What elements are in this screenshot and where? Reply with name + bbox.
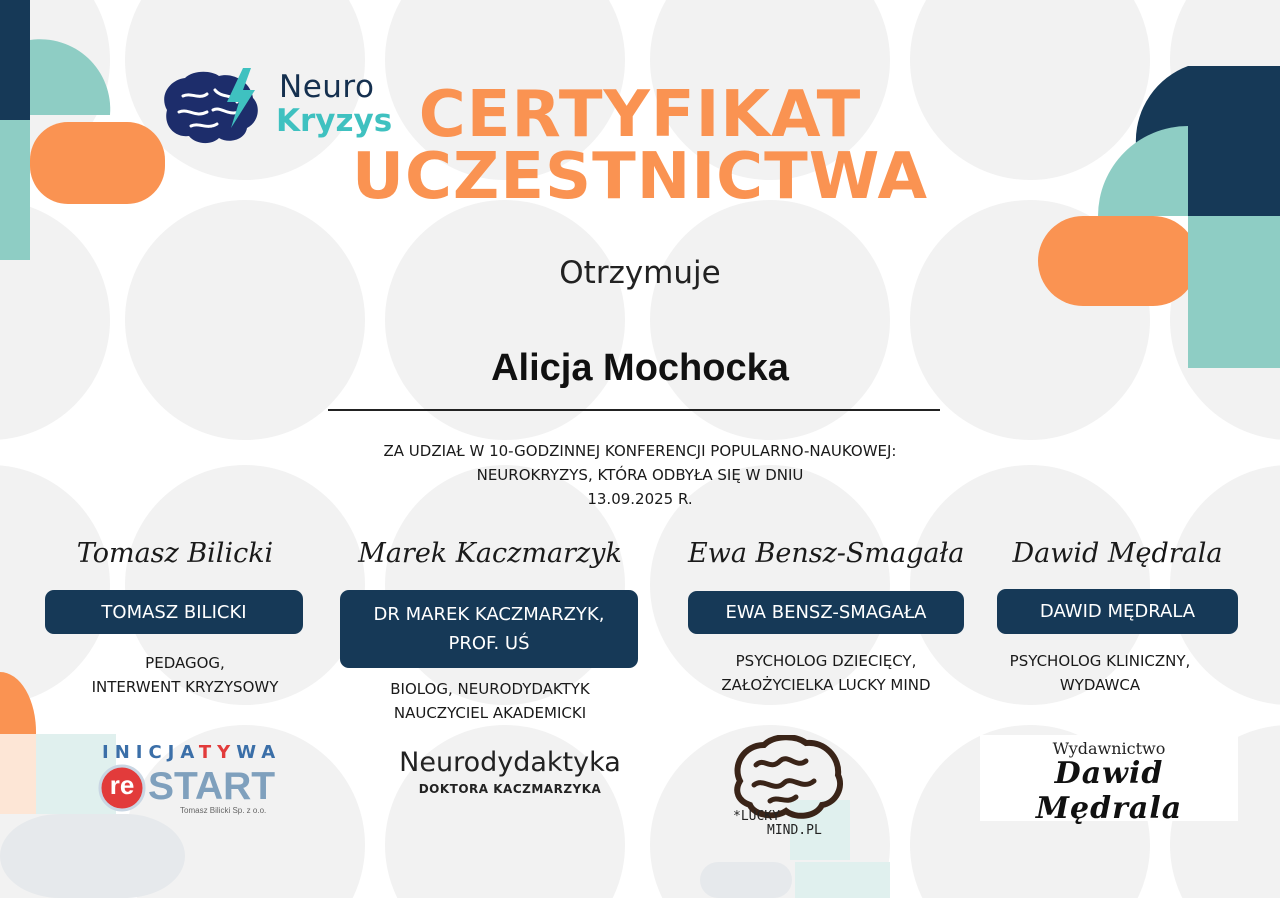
signatory-name-dawid-text: DAWID MĘDRALA bbox=[1039, 601, 1196, 622]
signatory-role-tomasz bbox=[45, 651, 325, 699]
signature-marek: Marek Kaczmarzyk bbox=[358, 538, 622, 569]
logo-kryzys-text: Kryzys bbox=[276, 103, 393, 139]
name-underline bbox=[328, 409, 940, 411]
role-line: BIOLOG, NEURODYDAKTYK bbox=[390, 680, 590, 698]
signatory-role-dawid bbox=[985, 649, 1215, 697]
role-line: PEDAGOG, bbox=[145, 654, 225, 672]
restart-badge-text: re bbox=[109, 770, 135, 800]
description-line-2: NEUROKRYZYS, KTÓRA ODBYŁA SIĘ W DNIU bbox=[476, 466, 804, 484]
signature-ewa: Ewa Bensz-Smagała bbox=[688, 538, 965, 569]
signatory-name-marek-line2: PROF. UŚ bbox=[448, 633, 530, 654]
signatory-name-marek-line1: DR MAREK KACZMARZYK, bbox=[373, 604, 605, 625]
signatory-role-marek bbox=[340, 677, 640, 725]
restart-word: START bbox=[148, 765, 276, 808]
signatory-role-ewa bbox=[688, 649, 964, 697]
restart-company: Tomasz Bilicki Sp. z o.o. bbox=[180, 806, 267, 815]
lucky-mind-url bbox=[733, 810, 822, 838]
signature-tomasz: Tomasz Bilicki bbox=[76, 538, 274, 569]
wydawnictwo-small: Wydawnictwo bbox=[1052, 739, 1166, 758]
wydawnictwo-big: Dawid Mędrala bbox=[1035, 756, 1183, 826]
lucky-line2: MIND.PL bbox=[767, 823, 822, 838]
role-line: PSYCHOLOG KLINICZNY, bbox=[1009, 652, 1191, 670]
signatory-name-tomasz-text: TOMASZ BILICKI bbox=[101, 601, 247, 623]
signatory-name-ewa bbox=[688, 591, 964, 634]
recipient-name: Alicja Mochocka bbox=[491, 347, 789, 389]
neurodydaktyka-sub: DOKTORA KACZMARZYKA bbox=[418, 782, 602, 796]
logo-neuro-text: Neuro bbox=[279, 69, 375, 105]
role-line: ZAŁOŻYCIELKA LUCKY MIND bbox=[721, 676, 931, 694]
neurodydaktyka-logo: Neurodydaktyka bbox=[399, 747, 621, 778]
lucky-line1: *LUCKY bbox=[733, 809, 780, 824]
title-line-1: CERTYFIKAT bbox=[418, 78, 862, 152]
signatory-name-tomasz bbox=[45, 590, 303, 634]
description-line-1: ZA UDZIAŁ W 10-GODZINNEJ KONFERENCJI POPULARNO-NAUKOWEJ: bbox=[383, 442, 897, 460]
description-line-3: 13.09.2025 R. bbox=[587, 490, 693, 508]
signature-dawid: Dawid Mędrala bbox=[1012, 538, 1223, 569]
role-line: NAUCZYCIEL AKADEMICKI bbox=[393, 704, 587, 722]
recipient-label: Otrzymuje bbox=[559, 255, 721, 291]
signatory-name-dawid bbox=[997, 589, 1238, 634]
title-line-2: UCZESTNICTWA bbox=[351, 140, 929, 214]
role-line: WYDAWCA bbox=[1059, 676, 1141, 694]
role-line: PSYCHOLOG DZIECIĘCY, bbox=[735, 652, 917, 670]
lucky-mind-brain-icon bbox=[730, 735, 845, 820]
signatory-name-marek bbox=[340, 590, 638, 668]
restart-logo-top: INICJATYWA bbox=[102, 742, 282, 763]
role-line: INTERWENT KRYZYSOWY bbox=[91, 678, 279, 696]
signatory-name-ewa-text: EWA BENSZ-SMAGAŁA bbox=[725, 602, 927, 623]
